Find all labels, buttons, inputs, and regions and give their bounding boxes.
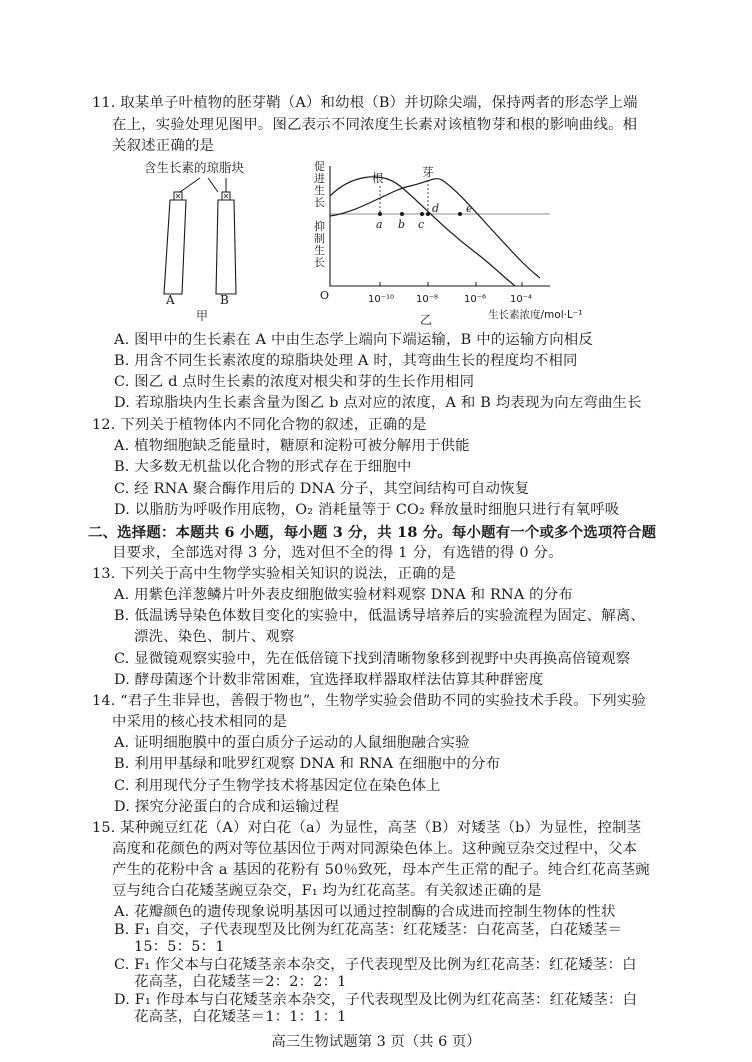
q11-option-a: A. 图甲中的生长素在 A 中由生态学上端向下端运输，B 中的运输方向相反	[114, 332, 593, 348]
q11-stem-line-2: 在上，实验处理见图甲。图乙表示不同浓度生长素对该植物芽和根的影响曲线。相	[112, 117, 638, 133]
q15-stem-line-2: 高度和花颜色的两对等位基因位于两对同源染色体上。这种豌豆杂交过程中，父本	[112, 841, 638, 857]
q15-option-c: C. F₁ 作父本与白花矮茎亲本杂交，子代表现型及比例为红花高茎：红花矮茎：白	[114, 956, 637, 973]
section-2-instructions: 目要求，全部选对得 3 分，选对但不全的得 1 分，有选错的得 0 分。	[112, 545, 563, 561]
label-a: A	[166, 293, 175, 307]
point-b	[400, 212, 404, 216]
x-tick-label: 10⁻¹⁰	[368, 294, 395, 305]
q15-option-b-cont: 15：5：5：1	[134, 939, 225, 955]
x-tick-label: 10⁻⁸	[416, 294, 439, 305]
figure-jia	[140, 156, 300, 322]
q14-option-c: C. 利用现代分子生物学技术将基因定位在染色体上	[114, 778, 441, 794]
point-d	[426, 212, 430, 216]
q14-stem-line-1: 14. “君子生非异也，善假于物也”，生物学实验会借助不同的实验技术手段。下列实验	[92, 693, 647, 709]
q15-stem-line-1: 15. 某种豌豆红花（A）对白花（a）为显性，高茎（B）对矮茎（b）为显性，控制茎	[92, 820, 642, 836]
point-e	[458, 212, 462, 216]
origin-label: O	[320, 289, 330, 302]
q13-option-b-cont: 漂洗、染色、制片、观察	[134, 629, 295, 645]
agar-block-label: 含生长素的琼脂块	[144, 160, 245, 175]
point-label-b: b	[398, 218, 406, 231]
q12-option-c: C. 经 RNA 聚合酶作用后的 DNA 分子，其空间结构可自动恢复	[114, 481, 530, 497]
q14-option-d: D. 探究分泌蛋白的合成和运输过程	[114, 799, 340, 815]
section-2-heading: 二、选择题：本题共 6 小题，每小题 3 分，共 18 分。每小题有一个或多个选项符合题	[88, 524, 657, 541]
q14-stem-line-2: 中采用的核心技术相同的是	[112, 714, 288, 730]
q13-stem: 13. 下列关于高中生物学实验相关知识的说法，正确的是	[92, 566, 456, 582]
q11-stem-line-1: 11. 取某单子叶植物的胚芽鞘（A）和幼根（B）并切除尖端，保持两者的形态学上端	[92, 95, 638, 111]
bud-curve	[330, 179, 540, 278]
q15-stem-line-4: 豆与纯合白花矮茎豌豆杂交，F₁ 均为红花高茎。有关叙述正确的是	[112, 883, 542, 899]
q13-option-c: C. 显微镜观察实验中，先在低倍镜下找到清晰物象移到视野中央再换高倍镜观察	[114, 651, 631, 667]
x-axis-label: 生长素浓度/mol·L⁻¹	[488, 309, 583, 321]
svg-text:抑制生长: 抑制生长	[314, 220, 325, 269]
y-axis-label-promote	[314, 160, 325, 209]
q13-option-d: D. 酵母菌逐个计数非常困难，宜选择取样器取样法估算其种群密度	[114, 672, 544, 688]
point-label-d: d	[432, 202, 440, 215]
q12-stem: 12. 下列关于植物体内不同化合物的叙述，正确的是	[92, 417, 427, 433]
q15-option-a: A. 花瓣颜色的遗传现象说明基因可以通过控制酶的合成进而控制生物体的性状	[114, 904, 616, 920]
q14-option-b: B. 利用甲基绿和吡罗红观察 DNA 和 RNA 在细胞中的分布	[114, 756, 501, 772]
point-label-c: c	[418, 218, 425, 231]
point-label-e: e	[466, 202, 473, 215]
coleoptile-a	[164, 192, 186, 294]
root-curve	[330, 177, 515, 286]
q13-option-b: B. 低温诱导染色体数目变化的实验中，低温诱导培养后的实验流程为固定、解离、	[114, 608, 645, 624]
y-axis-label-inhibit	[314, 219, 325, 269]
figure-yi-caption: 乙	[420, 313, 433, 327]
bud-curve-label: 芽	[422, 165, 434, 179]
q11-option-d: D. 若琼脂块内生长素含量为图乙 b 点对应的浓度，A 和 B 均表现为向左弯曲生长	[114, 395, 642, 411]
q15-option-d-cont: 花高茎，白花矮茎＝1：1：1：1	[134, 1009, 347, 1025]
point-label-a: a	[376, 218, 383, 231]
q15-option-d: D. F₁ 作母本与白花矮茎亲本杂交，子代表现型及比例为红花高茎：红花矮茎：白	[114, 991, 638, 1008]
q15-stem-line-3: 产生的花粉中含 a 基因的花粉有 50％致死，母本产生正常的配子。纯合红花高茎豌	[112, 862, 650, 878]
q14-option-a: A. 证明细胞膜中的蛋白质分子运动的人鼠细胞融合实验	[114, 735, 470, 751]
q13-option-a: A. 用紫色洋葱鳞片叶外表皮细胞做实验材料观察 DNA 和 RNA 的分布	[114, 587, 573, 603]
q12-option-d: D. 以脂肪为呼吸作用底物，O₂ 消耗量等于 CO₂ 释放量时细胞只进行有氧呼吸	[114, 502, 620, 518]
q11-option-b: B. 用含不同生长素浓度的琼脂块处理 A 时，其弯曲生长的程度均不相同	[114, 353, 578, 369]
x-tick-label: 10⁻⁴	[510, 294, 533, 305]
q12-option-b: B. 大多数无机盐以化合物的形式存在于细胞中	[114, 459, 412, 475]
point-a	[378, 212, 382, 216]
root-curve-label: 根	[372, 171, 384, 185]
root-b	[216, 178, 236, 294]
q15-option-b: B. F₁ 自交，子代表现型及比例为红花高茎：红花矮茎：白花高茎，白花矮茎＝	[114, 921, 623, 938]
figure-jia-caption: 甲	[196, 309, 209, 323]
page-footer: 高三生物试题第 3 页（共 6 页）	[271, 1034, 481, 1050]
q11-option-c: C. 图乙 d 点时生长素的浓度对根尖和芽的生长作用相同	[114, 374, 475, 390]
point-c	[420, 212, 424, 216]
label-b: B	[220, 293, 229, 307]
figure-yi	[310, 156, 583, 327]
q12-option-a: A. 植物细胞缺乏能量时，糖原和淀粉可被分解用于供能	[114, 438, 470, 454]
q11-stem-line-3: 关叙述正确的是	[112, 138, 215, 154]
x-tick-label: 10⁻⁶	[464, 294, 487, 305]
svg-text:促进生长: 促进生长	[314, 160, 325, 209]
q15-option-c-cont: 花高茎，白花矮茎＝2：2：2：1	[134, 974, 347, 990]
